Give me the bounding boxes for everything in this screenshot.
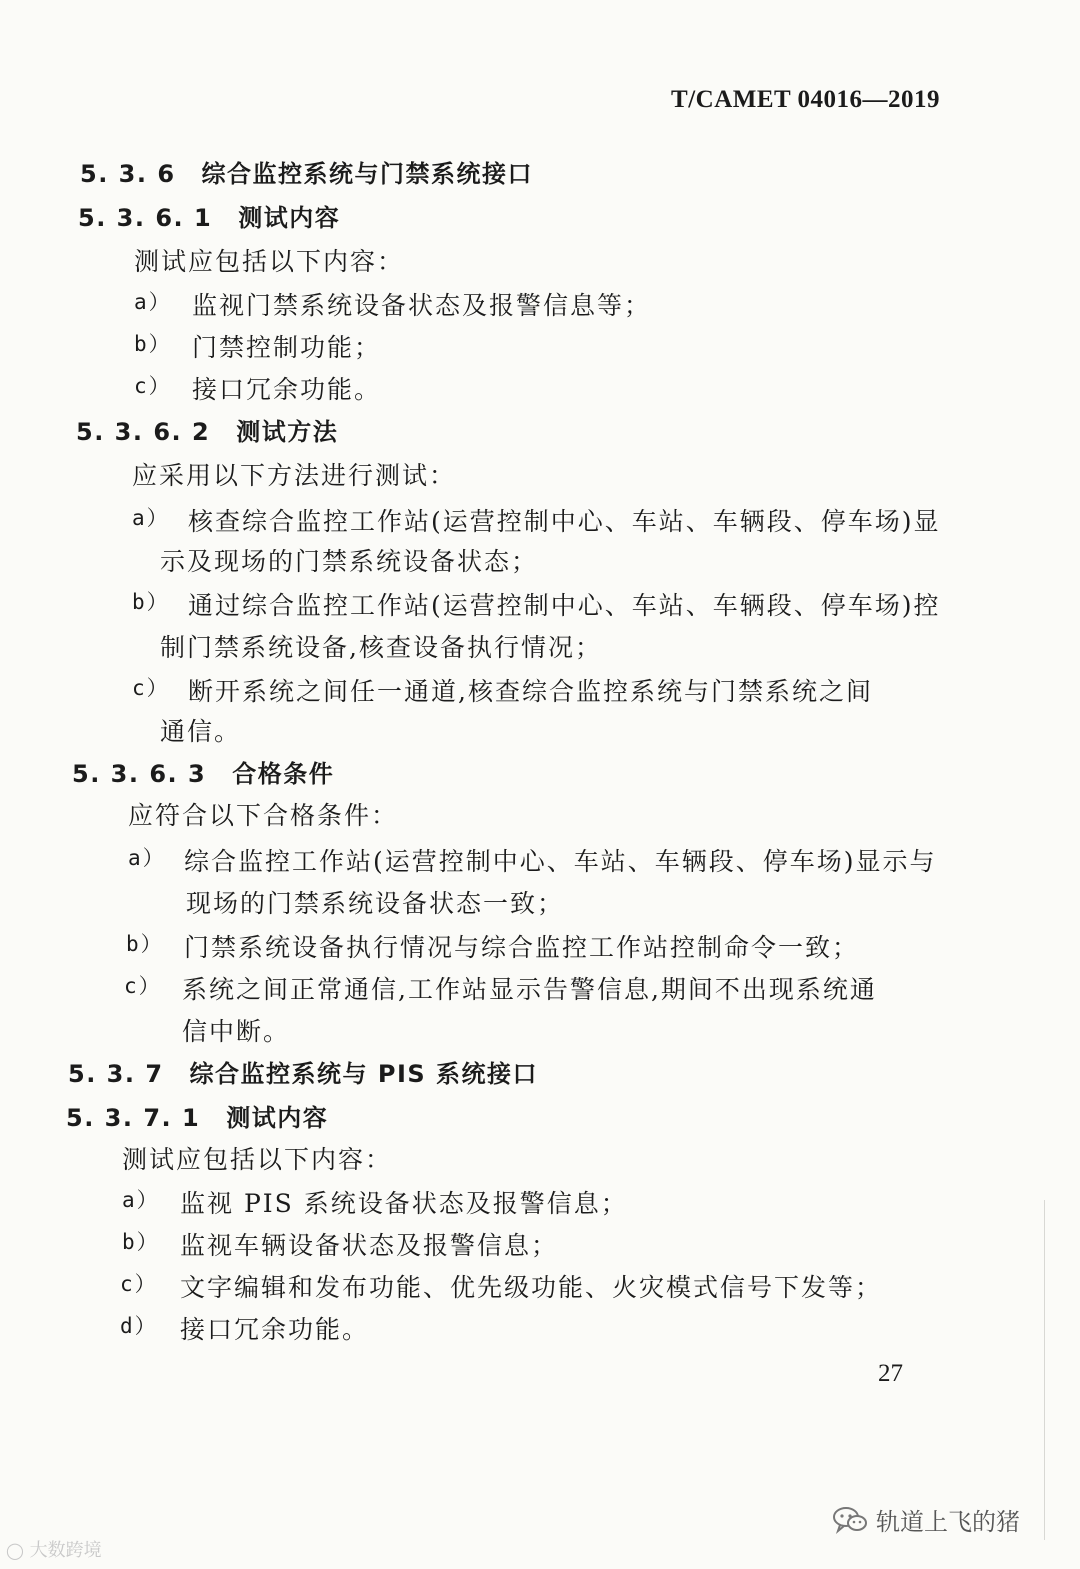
list-marker: a） (128, 846, 166, 870)
list-marker: c） (134, 374, 172, 398)
list-text: 监视车辆设备状态及报警信息； (180, 1231, 559, 1260)
list-marker: c） (124, 974, 162, 998)
section-number: 5. 3. 7 (68, 1060, 164, 1088)
list-text: 门禁控制功能； (192, 333, 382, 362)
section-heading-5-3-6-2 (76, 412, 338, 447)
list-text: 接口冗余功能。 (180, 1315, 370, 1344)
section-heading-5-3-6 (80, 154, 533, 189)
section-heading-5-3-7-1 (66, 1098, 328, 1133)
section-number: 5. 3. 7. 1 (66, 1104, 201, 1132)
list-text-continued: 现场的门禁系统设备状态一致； (186, 889, 565, 918)
list-marker: c） (120, 1272, 158, 1296)
paragraph-intro: 应符合以下合格条件： (128, 801, 399, 830)
paragraph-intro: 测试应包括以下内容： (122, 1145, 393, 1174)
standard-number: T/CAMET 04016—2019 (671, 86, 940, 113)
watermark-logo-icon: ◯ (6, 1541, 24, 1560)
list-text-continued: 示及现场的门禁系统设备状态； (160, 547, 539, 576)
section-title: 综合监控系统与门禁系统接口 (201, 160, 534, 188)
list-text: 门禁系统设备执行情况与综合监控工作站控制命令一致； (184, 933, 860, 962)
list-text: 监视门禁系统设备状态及报警信息等； (192, 291, 652, 320)
list-text: 核查综合监控工作站(运营控制中心、车站、车辆段、停车场)显 (188, 507, 941, 536)
list-marker: a） (122, 1188, 160, 1212)
section-number: 5. 3. 6 (80, 160, 176, 188)
watermark-right-text: 轨道上飞的猪 (876, 1508, 1020, 1536)
section-heading-5-3-6-3 (72, 754, 334, 789)
section-title: 测试内容 (238, 204, 341, 232)
list-marker: a） (132, 506, 170, 530)
section-number: 5. 3. 6. 3 (72, 760, 207, 788)
list-marker: b） (134, 332, 172, 356)
section-number: 5. 3. 6. 1 (78, 204, 213, 232)
list-marker: a） (134, 290, 172, 314)
section-title: 测试内容 (226, 1104, 329, 1132)
list-marker: c） (132, 676, 170, 700)
list-text: 监视 PIS 系统设备状态及报警信息； (180, 1189, 628, 1218)
paragraph-intro: 应采用以下方法进行测试： (132, 461, 457, 490)
list-text: 接口冗余功能。 (192, 375, 382, 404)
watermark-left (6, 1536, 102, 1562)
list-marker: d） (120, 1314, 158, 1338)
section-number: 5. 3. 6. 2 (76, 418, 211, 446)
watermark-left-text: 大数跨境 (29, 1540, 102, 1561)
list-text: 通过综合监控工作站(运营控制中心、车站、车辆段、停车场)控 (188, 591, 941, 620)
list-text-continued: 通信。 (160, 717, 242, 746)
list-marker: b） (132, 590, 170, 614)
list-text: 系统之间正常通信,工作站显示告警信息,期间不出现系统通 (182, 975, 877, 1004)
scan-edge-line (1044, 1200, 1045, 1540)
section-heading-5-3-6-1 (78, 198, 340, 233)
section-heading-5-3-7 (68, 1054, 538, 1089)
paragraph-intro: 测试应包括以下内容： (134, 247, 405, 276)
list-marker: b） (126, 932, 164, 956)
list-text-continued: 信中断。 (182, 1017, 291, 1046)
section-title: 测试方法 (236, 418, 339, 446)
list-text: 断开系统之间任一通道,核查综合监控系统与门禁系统之间 (188, 677, 873, 706)
page-number: 27 (878, 1360, 903, 1387)
list-text: 文字编辑和发布功能、优先级功能、火灾模式信号下发等； (180, 1273, 883, 1302)
watermark-right[interactable] (832, 1502, 1020, 1537)
list-text-continued: 制门禁系统设备,核查设备执行情况； (160, 633, 602, 662)
section-title: 合格条件 (232, 760, 335, 788)
list-marker: b） (122, 1230, 160, 1254)
wechat-icon (832, 1505, 868, 1535)
section-title: 综合监控系统与 PIS 系统接口 (189, 1060, 539, 1088)
list-text: 综合监控工作站(运营控制中心、车站、车辆段、停车场)显示与 (184, 847, 937, 876)
